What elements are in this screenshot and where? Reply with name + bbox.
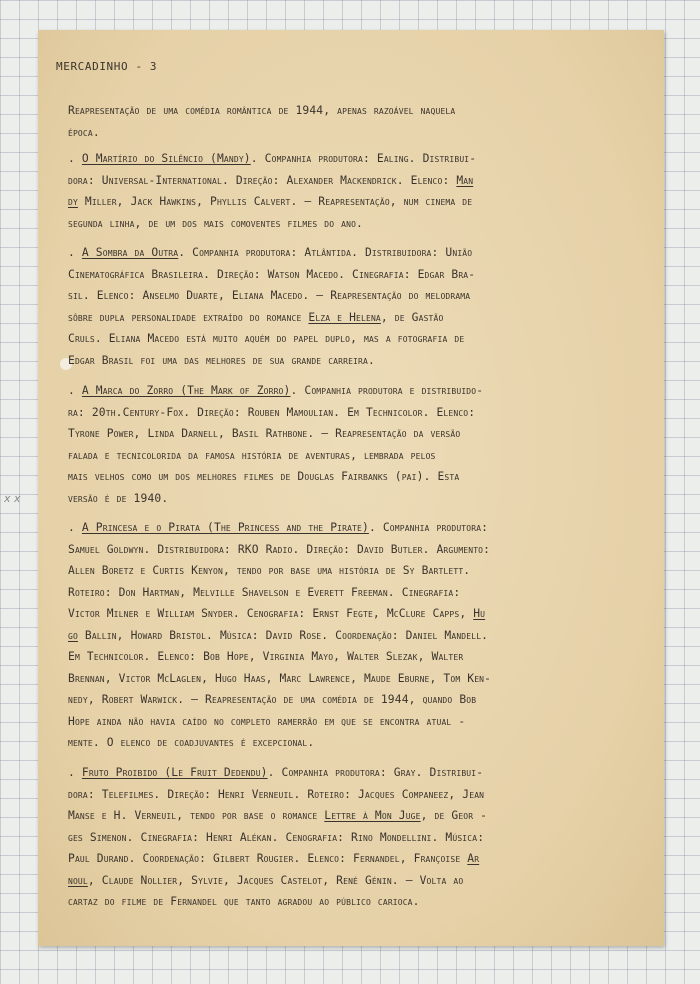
- text-line: . A Marca do Zorro (The Mark of Zorro). Companhia produtora e distribuido-: [68, 384, 484, 397]
- text-line: Hope ainda não havia caído no completo ramerrão em que se encontra atual -: [68, 714, 466, 728]
- text-line: Allen Boretz e Curtis Kenyon, tendo por base uma história de Sy Bartlett.: [68, 564, 471, 577]
- text-line: Victor Milner e William Snyder. Cenografia: Ernst Fegte, McClure Capps, Hu: [68, 607, 486, 620]
- text-line: . Fruto Proibido (Le Fruit Dedendu). Companhia produtora: Gray. Distribui-: [68, 766, 484, 779]
- text-line: Paul Durand. Coordenação: Gilbert Rougier. Elenco: Fernandel, Françoise Ar: [68, 852, 480, 865]
- text-line: Tyrone Power, Linda Darnell, Basil Rathbone. — Reapresentação da versão: [68, 427, 461, 440]
- text-line: Reapresentação de uma comédia romântica de 1944, apenas razoável naquela: [68, 104, 456, 117]
- text-line: . A Princesa e o Pirata (The Princess and the Pirate). Companhia produtora:: [68, 521, 489, 534]
- text-line: Brennan, Victor McLaglen, Hugo Haas, Marc Lawrence, Maude Eburne, Tom Ken-: [68, 671, 492, 685]
- text-line: sil. Elenco: Anselmo Duarte, Eliana Macedo. — Reapresentação do melodrama: [68, 289, 471, 302]
- underlined-title: noul: [68, 873, 88, 887]
- margin-pencil-note: x x: [4, 492, 21, 505]
- text-line: noul, Claude Nollier, Sylvie, Jacques Castelot, René Génin. — Volta ao: [68, 873, 464, 887]
- text-line: Roteiro: Don Hartman, Melville Shavelson e Everett Freeman. Cinegrafia:: [68, 585, 461, 599]
- text-line: . A Sombra da Outra. Companhia produtora: Atlântida. Distribuidora: União: [68, 246, 473, 259]
- underlined-title: Lettre à Mon Juge: [324, 809, 421, 822]
- text-line: Samuel Goldwyn. Distribuidora: RKO Radio. Direção: David Butler. Argumento:: [68, 542, 491, 556]
- text-line: nedy, Robert Warwick. — Reapresentação de uma comédia de 1944, quando Bob: [68, 693, 477, 706]
- text-line: mente. O elenco de coadjuvantes é excepcional.: [68, 736, 315, 749]
- underlined-title: Fruto Proibido (Le Fruit Dedendu): [81, 766, 268, 779]
- paragraph: [68, 242, 634, 371]
- paragraph: [68, 380, 634, 509]
- underlined-title: Elza e Helena: [308, 310, 381, 324]
- text-line: cartaz do filme de Fernandel que tanto agradou ao público carioca.: [68, 895, 420, 908]
- underlined-title: dy: [68, 195, 78, 208]
- text-line: sôbre dupla personalidade extraído do romance Elza e Helena, de Gastão: [68, 310, 444, 324]
- paragraph: [68, 148, 634, 234]
- text-line: ra: 20th.Century-Fox. Direção: Rouben Mamoulian. Em Technicolor. Elenco:: [68, 405, 476, 419]
- text-line: Cinematográfica Brasileira. Direção: Watson Macedo. Cinegrafia: Edgar Bra-: [68, 267, 476, 281]
- text-line: . O Martírio do Silêncio (Mandy). Companhia produtora: Ealing. Distribui-: [68, 152, 477, 165]
- text-line: Em Technicolor. Elenco: Bob Hope, Virginia Mayo, Walter Slezak, Walter: [68, 650, 464, 663]
- paragraph: [68, 100, 634, 143]
- text-line: Manse e H. Verneuil, tendo por base o romance Lettre à Mon Juge, de Geor -: [68, 809, 488, 822]
- page-header: MERCADINHO - 3: [56, 60, 158, 73]
- paragraph: [68, 762, 634, 913]
- underlined-title: A Marca do Zorro (The Mark of Zorro): [81, 384, 291, 397]
- text-line: segunda linha, de um dos mais comoventes filmes do ano.: [68, 216, 363, 230]
- text-line: versão é de 1940.: [68, 491, 169, 505]
- text-line: falada e tecnicolorida da famosa história de aventuras, lembrada pelos: [68, 448, 436, 462]
- text-line: Cruls. Eliana Macedo está muito aquém do papel duplo, mas a fotografia de: [68, 332, 465, 345]
- underlined-title: A Princesa e o Pirata (The Princess and the Pirate): [81, 521, 369, 534]
- text-line: go Ballin, Howard Bristol. Música: David Rose. Coordenação: Daniel Mandell.: [68, 628, 489, 642]
- underlined-title: Man: [456, 173, 474, 187]
- underlined-title: Hu: [473, 607, 486, 620]
- text-line: ges Simenon. Cinegrafia: Henri Alékan. Cenografia: Rino Mondellini. Música:: [68, 830, 485, 844]
- underlined-title: A Sombra da Outra: [81, 246, 179, 259]
- underlined-title: O Martírio do Silêncio (Mandy): [81, 152, 251, 165]
- text-line: dora: Telefilmes. Direção: Henri Verneuil. Roteiro: Jacques Companeez, Jean: [68, 787, 485, 801]
- paragraph: [68, 517, 634, 754]
- underlined-title: Ar: [467, 852, 480, 865]
- text-line: dora: Universal-International. Direção: Alexander Mackendrick. Elenco: Man: [68, 173, 474, 187]
- text-line: época.: [68, 125, 100, 139]
- underlined-title: go: [68, 628, 78, 642]
- typewritten-page: [38, 30, 664, 946]
- text-line: dy Miller, Jack Hawkins, Phyllis Calvert. — Reapresentação, num cinema de: [68, 195, 473, 208]
- text-line: Edgar Brasil foi uma das melhores de sua grande carreira.: [68, 353, 375, 367]
- text-line: mais velhos como um dos melhores filmes de Douglas Fairbanks (pai). Esta: [68, 470, 460, 483]
